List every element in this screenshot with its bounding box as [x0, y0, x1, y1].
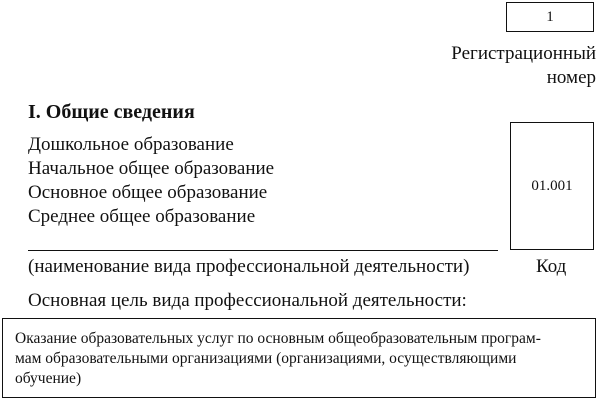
activity-name-item: Основное общее образование — [28, 182, 268, 203]
goal-text-line: обучение) — [15, 370, 82, 387]
activity-name-item: Дошкольное образование — [28, 134, 234, 155]
goal-text-line: Оказание образовательных услуг по основным общеобразовательным програм- — [15, 330, 541, 347]
activity-name-caption: (наименование вида профессиональной деятельности) — [28, 256, 470, 277]
activity-code-box — [510, 122, 594, 250]
section-heading: I. Общие сведения — [28, 101, 195, 123]
activity-name-underline — [28, 250, 498, 251]
registration-label-line2: номер — [546, 67, 596, 88]
goal-text-box — [2, 318, 596, 398]
activity-code: 01.001 — [531, 177, 573, 194]
activity-name-item: Среднее общее образование — [28, 206, 256, 227]
activity-code-caption: Код — [536, 256, 567, 277]
activity-name-list — [28, 133, 274, 229]
registration-label-line1: Регистрационный — [451, 43, 596, 64]
registration-number-box — [506, 2, 594, 32]
registration-number: 1 — [546, 8, 554, 25]
registration-number-label — [451, 42, 596, 90]
activity-name-item: Начальное общее образование — [28, 158, 275, 179]
goal-label: Основная цель вида профессиональной деятельности: — [28, 290, 467, 311]
goal-text-line: мам образовательными организациями (организациями, осуществляющими — [15, 350, 517, 367]
